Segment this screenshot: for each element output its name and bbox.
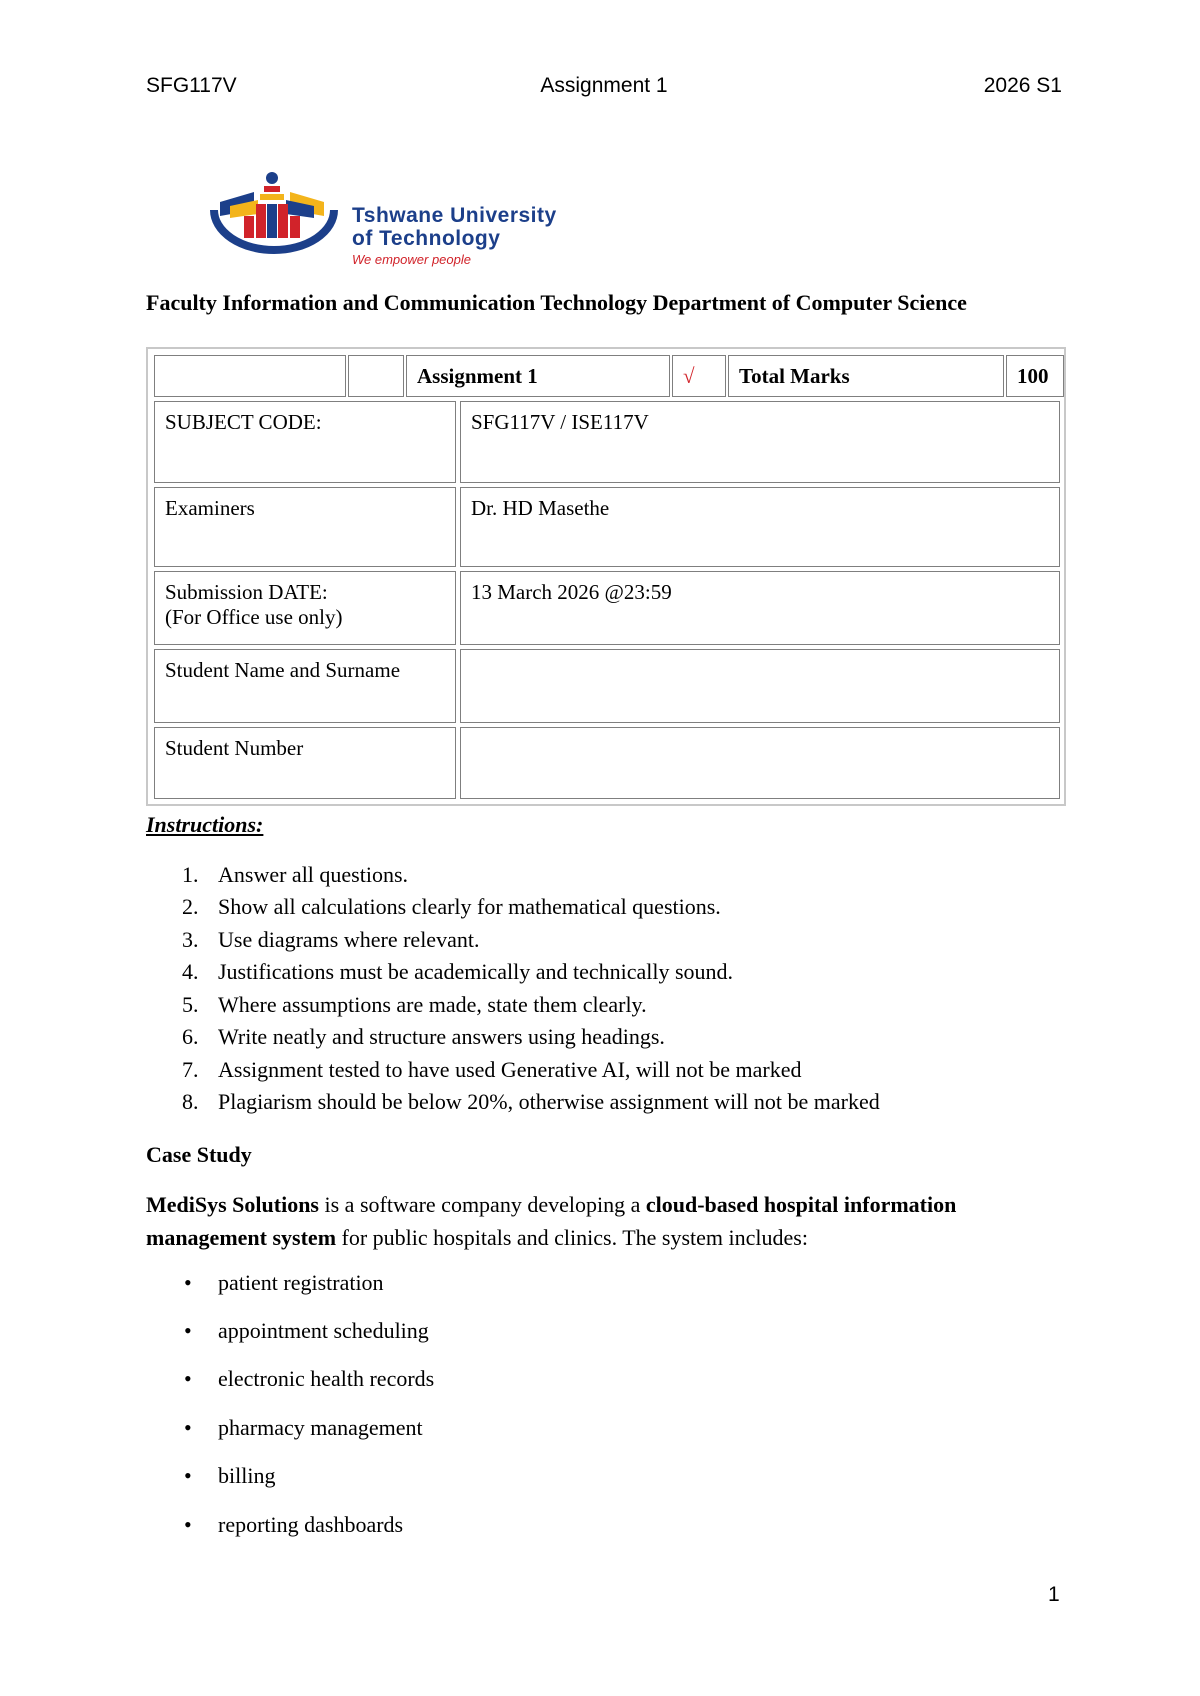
subject-code-value: SFG117V / ISE117V [460,401,1060,483]
submission-date-value: 13 March 2026 @23:59 [460,571,1060,645]
list-number: 5. [182,992,199,1017]
list-text: Use diagrams where relevant. [218,927,480,952]
logo-emblem-icon [206,170,346,262]
list-text: Plagiarism should be below 20%, otherwise assignment will not be marked [218,1089,880,1114]
header-semester: 2026 S1 [983,74,1062,97]
blank-cell-1 [154,355,346,397]
total-marks-label: Total Marks [728,355,1004,397]
header-title: Assignment 1 [540,74,668,97]
list-number: 3. [182,927,199,952]
company-name: MediSys Solutions [146,1192,319,1217]
list-number: 4. [182,959,199,984]
paragraph-text-2: for public hospitals and clinics. The system includes: [336,1225,808,1250]
bullet-icon: • [184,1463,192,1488]
bullet-icon: • [184,1318,192,1343]
submission-date-label-line1: Submission DATE: [165,580,328,604]
header-course-code: SFG117V [146,74,237,97]
logo-line-2: of Technology [352,227,501,250]
list-number: 8. [182,1089,199,1114]
list-text: Justifications must be academically and technically sound. [218,959,734,984]
list-text: Answer all questions. [218,862,409,887]
student-name-label: Student Name and Surname [154,649,456,723]
cover-form-table [146,347,1066,806]
blank-cell-2 [348,355,404,397]
system-description: cloud-based hospital information management system [146,1192,957,1250]
list-number: 1. [182,862,199,887]
faculty-heading: Faculty Information and Communication Technology Department of Computer Science [146,290,967,315]
case-study-paragraph [146,1188,1066,1254]
list-text: appointment scheduling [218,1318,429,1343]
logo-line-1: Tshwane University [352,204,557,227]
list-number: 7. [182,1057,199,1082]
page-header [146,74,1062,104]
bullet-icon: • [184,1366,192,1391]
bullet-icon: • [184,1415,192,1440]
student-number-label: Student Number [154,727,456,799]
list-text: patient registration [218,1270,384,1295]
submission-date-label-line2: (For Office use only) [165,605,343,629]
bullet-icon: • [184,1512,192,1537]
list-text: billing [218,1463,276,1488]
examiners-label: Examiners [154,487,456,567]
list-text: reporting dashboards [218,1512,404,1537]
assignment-label-cell: Assignment 1 [406,355,670,397]
list-text: electronic health records [218,1366,435,1391]
logo-tagline: We empower people [352,252,471,267]
paragraph-text-1: is a software company developing a [319,1192,646,1217]
submission-date-label [154,571,456,645]
instructions-heading: Instructions: [146,812,264,837]
list-text: Write neatly and structure answers using headings. [218,1024,665,1049]
list-text: Show all calculations clearly for mathematical questions. [218,894,721,919]
university-logo [206,170,626,267]
subject-code-label: SUBJECT CODE: [154,401,456,483]
check-mark: √ [672,355,726,397]
student-name-field[interactable] [460,649,1060,723]
examiners-value: Dr. HD Masethe [460,487,1060,567]
list-text: Where assumptions are made, state them clearly. [218,992,647,1017]
case-study-heading: Case Study [146,1142,252,1167]
list-number: 6. [182,1024,199,1049]
page-number: 1 [1048,1583,1060,1606]
list-text: Assignment tested to have used Generative AI, will not be marked [218,1057,802,1082]
bullet-icon: • [184,1270,192,1295]
list-text: pharmacy management [218,1415,423,1440]
total-marks-value: 100 [1006,355,1064,397]
student-number-field[interactable] [460,727,1060,799]
list-number: 2. [182,894,199,919]
